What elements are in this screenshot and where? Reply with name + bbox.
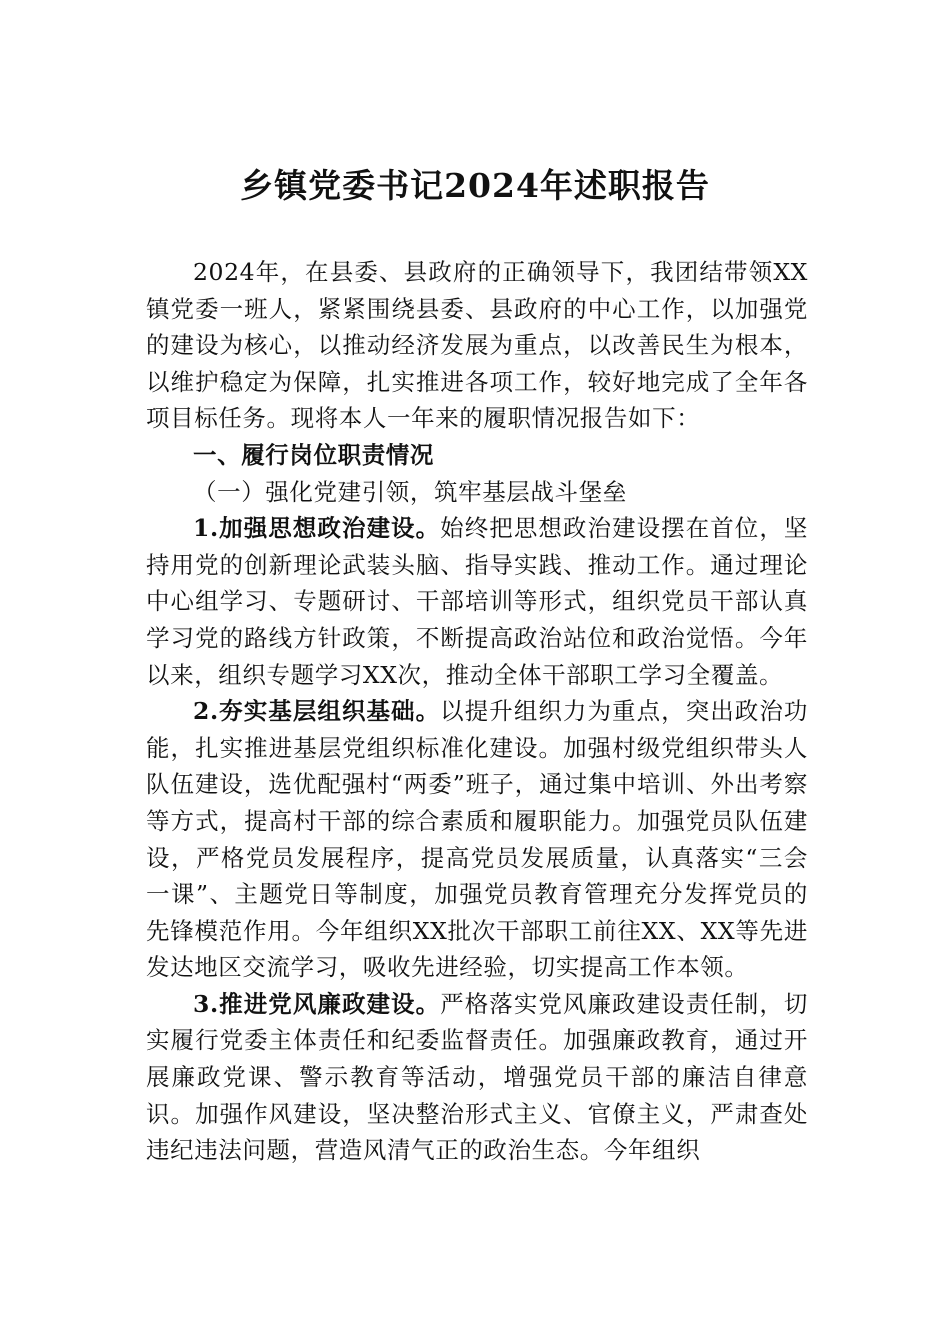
item-paragraph-3: [146, 986, 808, 1169]
item-text-1: 始终把思想政治建设摆在首位，坚持用党的创新理论武装头脑、指导实践、推动工作。通过理论中心组学习、专题研讨、干部培训等形式，组织党员干部认真学习党的路线方针政策，不断提高政治站位和政治觉悟。今年以来，组织专题学习XX次，推动全体干部职工学习全覆盖。: [146, 514, 809, 689]
item-lead-2: 2.夯实基层组织基础。: [193, 697, 441, 726]
document-title: 乡镇党委书记2024年述职报告: [240, 166, 710, 205]
item-text-3: 严格落实党风廉政建设责任制，切实履行党委主体责任和纪委监督责任。加强廉政教育，通过开展廉政党课、警示教育等活动，增强党员干部的廉洁自律意识。加强作风建设，坚决整治形式主义、官僚主义，严肃查处违纪违法问题，营造风清气正的政治生态。今年组织: [146, 989, 809, 1165]
item-paragraph-1: [146, 510, 808, 693]
item-lead-3: 3.推进党风廉政建设。: [193, 989, 441, 1018]
section-heading: 一、履行岗位职责情况: [193, 440, 434, 469]
item-lead-1: 1.加强思想政治建设。: [193, 514, 441, 543]
subsection-heading: （一）强化党建引领，筑牢基层战斗堡垒: [193, 477, 627, 506]
item-paragraph-2: [146, 693, 808, 986]
document-body: [146, 254, 808, 1169]
intro-paragraph: 2024年，在县委、县政府的正确领导下，我团结带领XX镇党委一班人，紧紧围绕县委、县政府的中心工作，以加强党的建设为核心，以推动经济发展为重点，以改善民生为根本，以维护稳定为保障，扎实推进各项工作，较好地完成了全年各项目标任务。现将本人一年来的履职情况报告如下：: [146, 258, 808, 433]
item-text-2: 以提升组织力为重点，突出政治功能，扎实推进基层党组织标准化建设。加强村级党组织带头人队伍建设，选优配强村“两委”班子，通过集中培训、外出考察等方式，提高村干部的综合素质和履职能力。加强党员队伍建设，严格党员发展程序，提高党员发展质量，认真落实“三会一课”、主题党日等制度，加强党员教育管理充分发挥党员的先锋模范作用。今年组织XX批次干部职工前往XX、XX等先进发达地区交流学习，吸收先进经验，切实提高工作本领。: [146, 697, 809, 982]
